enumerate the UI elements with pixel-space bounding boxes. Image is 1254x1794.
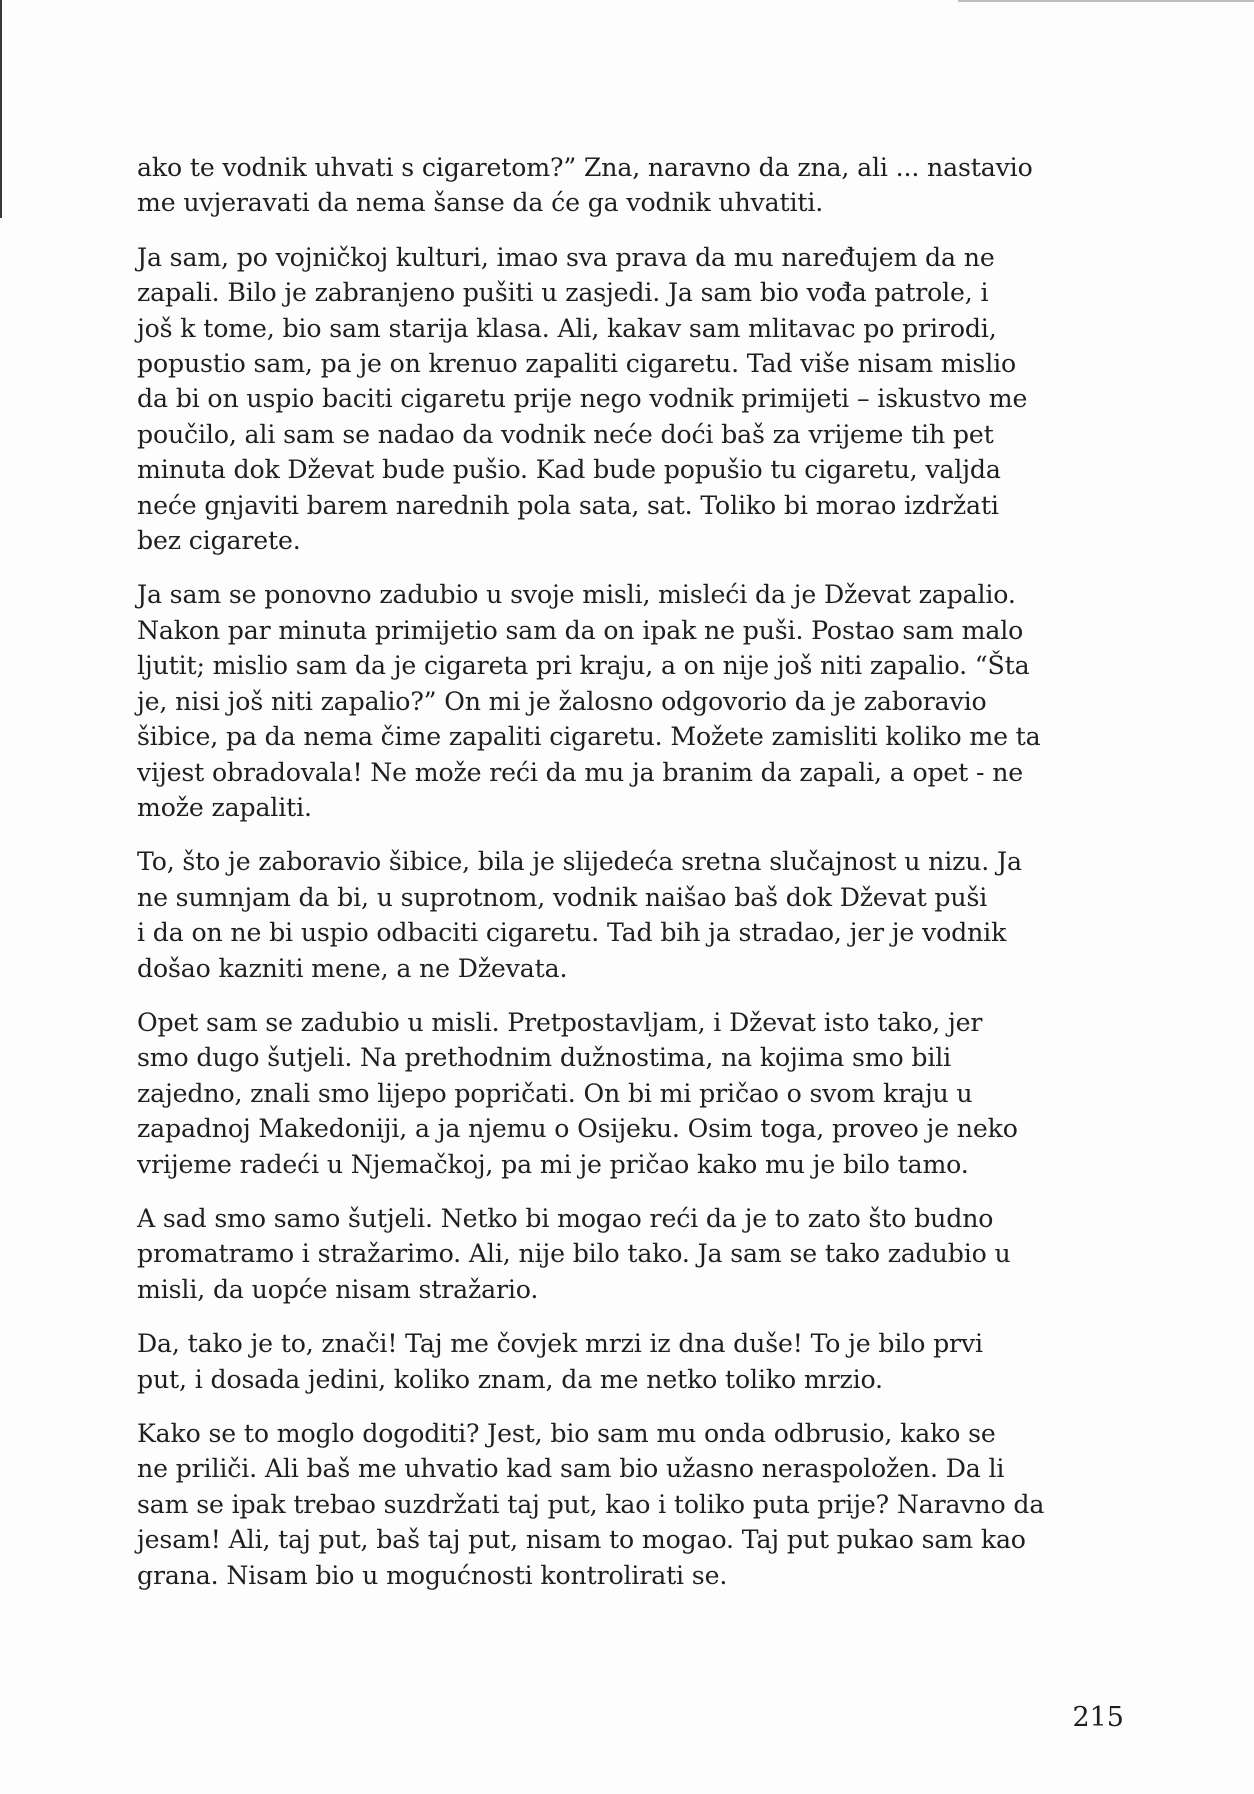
page-number: 215 [1072,1702,1124,1733]
text-line: Ja sam, po vojničkoj kulturi, imao sva prava da mu naređujem da ne [137,242,995,272]
text-line: Kako se to moglo dogoditi? Jest, bio sam mu onda odbrusio, kako se [137,1419,996,1448]
paragraph [137,577,1127,825]
text-line: šibice, pa da nema čime zapaliti cigaretu. Možete zamisliti koliko me ta [137,722,1041,752]
text-line: sam se ipak trebao suzdržati taj put, kao i toliko puta prije? Naravno da [137,1489,1045,1519]
body-text [137,150,1127,1612]
scan-edge-left [0,0,2,218]
text-line: ljutit; mislio sam da je cigareta pri kraju, a on nije još niti zapalio. “Šta [137,651,1030,681]
text-line: To, što je zaboravio šibice, bila je slijedeća sretna slučajnost u nizu. Ja [137,847,1022,877]
text-line: je, nisi još niti zapalio?” On mi je žalosno odgovorio da je zaboravio [137,686,987,716]
text-line: poučilo, ali sam se nadao da vodnik neće doći baš za vrijeme tih pet [137,419,994,449]
paragraph [137,844,1127,986]
text-line: došao kazniti mene, a ne Dževata. [137,953,568,983]
text-line: grana. Nisam bio u mogućnosti kontrolirati se. [137,1560,728,1590]
text-line: zajedno, znali smo lijepo popričati. On bi mi pričao o svom kraju u [137,1078,973,1108]
text-line: misli, da uopće nisam stražario. [137,1274,539,1304]
paragraph [137,1416,1127,1593]
text-line: da bi on uspio baciti cigaretu prije nego vodnik primijeti – iskustvo me [137,384,1028,414]
text-line: A sad smo samo šutjeli. Netko bi mogao reći da je to zato što budno [137,1203,994,1233]
text-line: ako te vodnik uhvati s cigaretom?” Zna, naravno da zna, ali ... nastavio [137,153,1033,182]
text-line: zapadnoj Makedoniji, a ja njemu o Osijeku. Osim toga, proveo je neko [137,1114,1018,1144]
text-line: Ja sam se ponovno zadubio u svoje misli, misleći da je Dževat zapalio. [137,580,1016,610]
scan-edge-top [958,0,1254,2]
text-line: i da on ne bi uspio odbaciti cigaretu. Tad bih ja stradao, jer je vodnik [137,918,1007,948]
paragraph [137,240,1127,559]
text-line: bez cigarete. [137,526,301,556]
text-line: smo dugo šutjeli. Na prethodnim dužnostima, na kojima smo bili [137,1043,952,1073]
paragraph [137,1326,1127,1397]
text-line: neće gnjaviti barem narednih pola sata, sat. Toliko bi morao izdržati [137,490,999,520]
text-line: ne priliči. Ali baš me uhvatio kad sam bio užasno neraspoložen. Da li [137,1454,1005,1484]
text-line: Opet sam se zadubio u misli. Pretpostavljam, i Dževat isto tako, jer [137,1007,983,1037]
text-line: vijest obradovala! Ne može reći da mu ja branim da zapali, a opet - ne [137,757,1024,787]
text-line: može zapaliti. [137,792,312,822]
text-line: me uvjeravati da nema šanse da će ga vodnik uhvatiti. [137,188,824,218]
text-line: minuta dok Dževat bude pušio. Kad bude popušio tu cigaretu, valjda [137,455,1001,485]
text-line: put, i dosada jedini, koliko znam, da me netko toliko mrzio. [137,1364,883,1394]
text-line: Nakon par minuta primijetio sam da on ipak ne puši. Postao sam malo [137,615,1024,645]
text-line: promatramo i stražarimo. Ali, nije bilo tako. Ja sam se tako zadubio u [137,1239,1011,1269]
text-line: jesam! Ali, taj put, baš taj put, nisam to mogao. Taj put pukao sam kao [137,1525,1026,1555]
text-line: Da, tako je to, znači! Taj me čovjek mrzi iz dna duše! To je bilo prvi [137,1329,983,1359]
paragraph [137,1201,1127,1307]
paragraph [137,1005,1127,1182]
text-line: zapali. Bilo je zabranjeno pušiti u zasjedi. Ja sam bio vođa patrole, i [137,278,989,308]
text-line: popustio sam, pa je on krenuo zapaliti cigaretu. Tad više nisam mislio [137,349,1017,379]
text-line: još k tome, bio sam starija klasa. Ali, kakav sam mlitavac po prirodi, [137,313,997,343]
paragraph [137,150,1127,221]
text-line: vrijeme radeći u Njemačkoj, pa mi je pričao kako mu je bilo tamo. [137,1149,969,1179]
text-line: ne sumnjam da bi, u suprotnom, vodnik naišao baš dok Dževat puši [137,882,988,912]
